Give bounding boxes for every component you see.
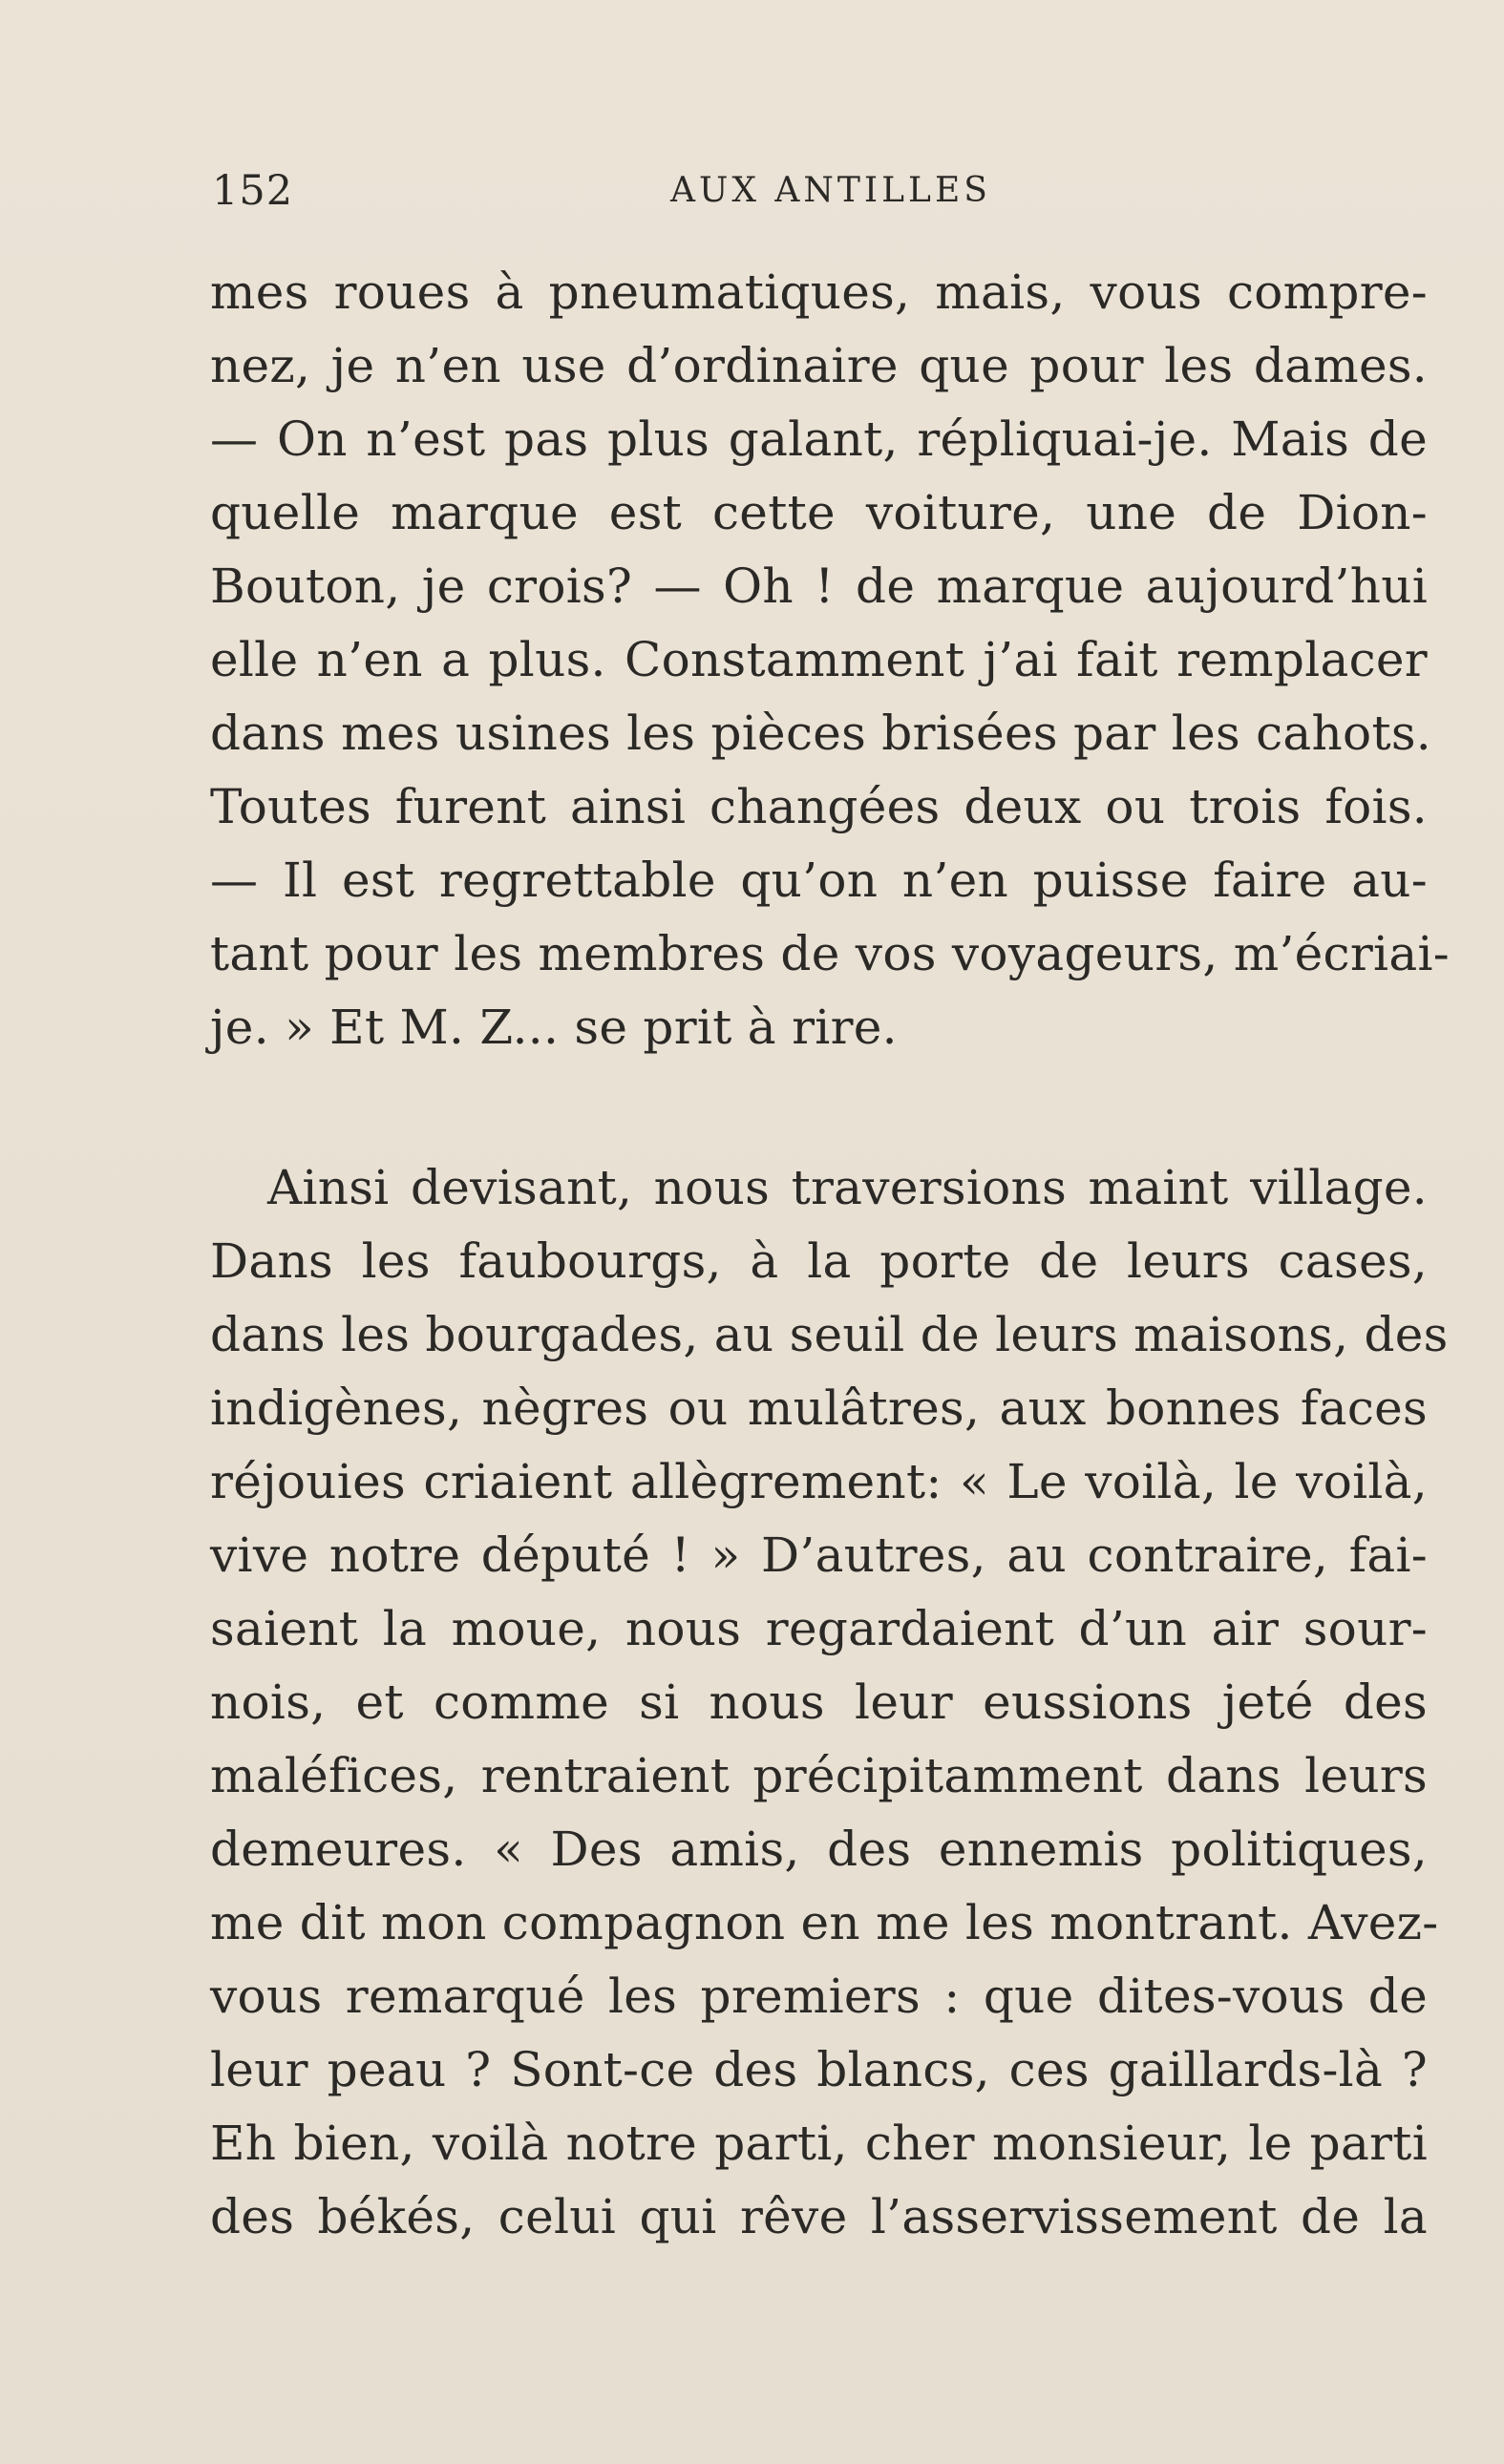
text-line: vive notre député ! » D’autres, au contraire, fai- <box>210 1527 1428 1583</box>
text-line: Dans les faubourgs, à la porte de leurs cases, <box>210 1233 1428 1289</box>
text-line: mes roues à pneumatiques, mais, vous compre- <box>210 264 1428 320</box>
text-line: maléfices, rentraient précipitamment dans leurs <box>210 1748 1428 1803</box>
text-line: dans mes usines les pièces brisées par les cahots. <box>210 706 1431 761</box>
text-line: Ainsi devisant, nous traversions maint village. <box>267 1160 1428 1215</box>
text-line: elle n’en a plus. Constamment j’ai fait remplacer <box>210 632 1428 687</box>
text-line: — On n’est pas plus galant, répliquai-je. Mais de <box>210 411 1428 467</box>
text-line: nois, et comme si nous leur eussions jeté des <box>210 1674 1428 1730</box>
paragraph-villages <box>210 1151 1449 2254</box>
text-line: demeures. « Des amis, des ennemis politiques, <box>210 1822 1428 1877</box>
page-number: 152 <box>212 167 294 215</box>
text-line: saient la moue, nous regardaient d’un air sour- <box>210 1601 1428 1656</box>
text-line: nez, je n’en use d’ordinaire que pour les dames. <box>210 338 1428 393</box>
text-line: vous remarqué les premiers : que dites-vous de <box>210 1969 1428 2024</box>
text-line: leur peau ? Sont-ce des blancs, ces gaillards-là ? <box>210 2042 1428 2097</box>
text-line: indigènes, nègres ou mulâtres, aux bonnes faces <box>210 1380 1428 1436</box>
text-line: Toutes furent ainsi changées deux ou trois fois. <box>210 779 1428 834</box>
text-line: Eh bien, voilà notre parti, cher monsieur, le parti <box>210 2116 1428 2171</box>
text-line: réjouies criaient allègrement: « Le voilà, le voilà, <box>210 1454 1428 1509</box>
text-line: — Il est regrettable qu’on n’en puisse faire au- <box>210 853 1428 908</box>
text-line: dans les bourgades, au seuil de leurs maisons, des <box>210 1307 1449 1362</box>
body-text <box>210 256 1450 2254</box>
text-line: je. » Et M. Z... se prit à rire. <box>210 1000 898 1055</box>
text-line: tant pour les membres de vos voyageurs, m’écriai- <box>210 926 1450 981</box>
paragraph-dialogue <box>210 256 1450 1064</box>
running-title: AUX ANTILLES <box>670 171 991 210</box>
text-line: Bouton, je crois? — Oh ! de marque aujourd’hui <box>210 558 1428 614</box>
text-line: quelle marque est cette voiture, une de Dion- <box>210 485 1428 540</box>
text-line: me dit mon compagnon en me les montrant. Avez- <box>210 1895 1439 1950</box>
page-header <box>212 158 1430 224</box>
text-line: des békés, celui qui rêve l’asservissement de la <box>210 2189 1428 2244</box>
